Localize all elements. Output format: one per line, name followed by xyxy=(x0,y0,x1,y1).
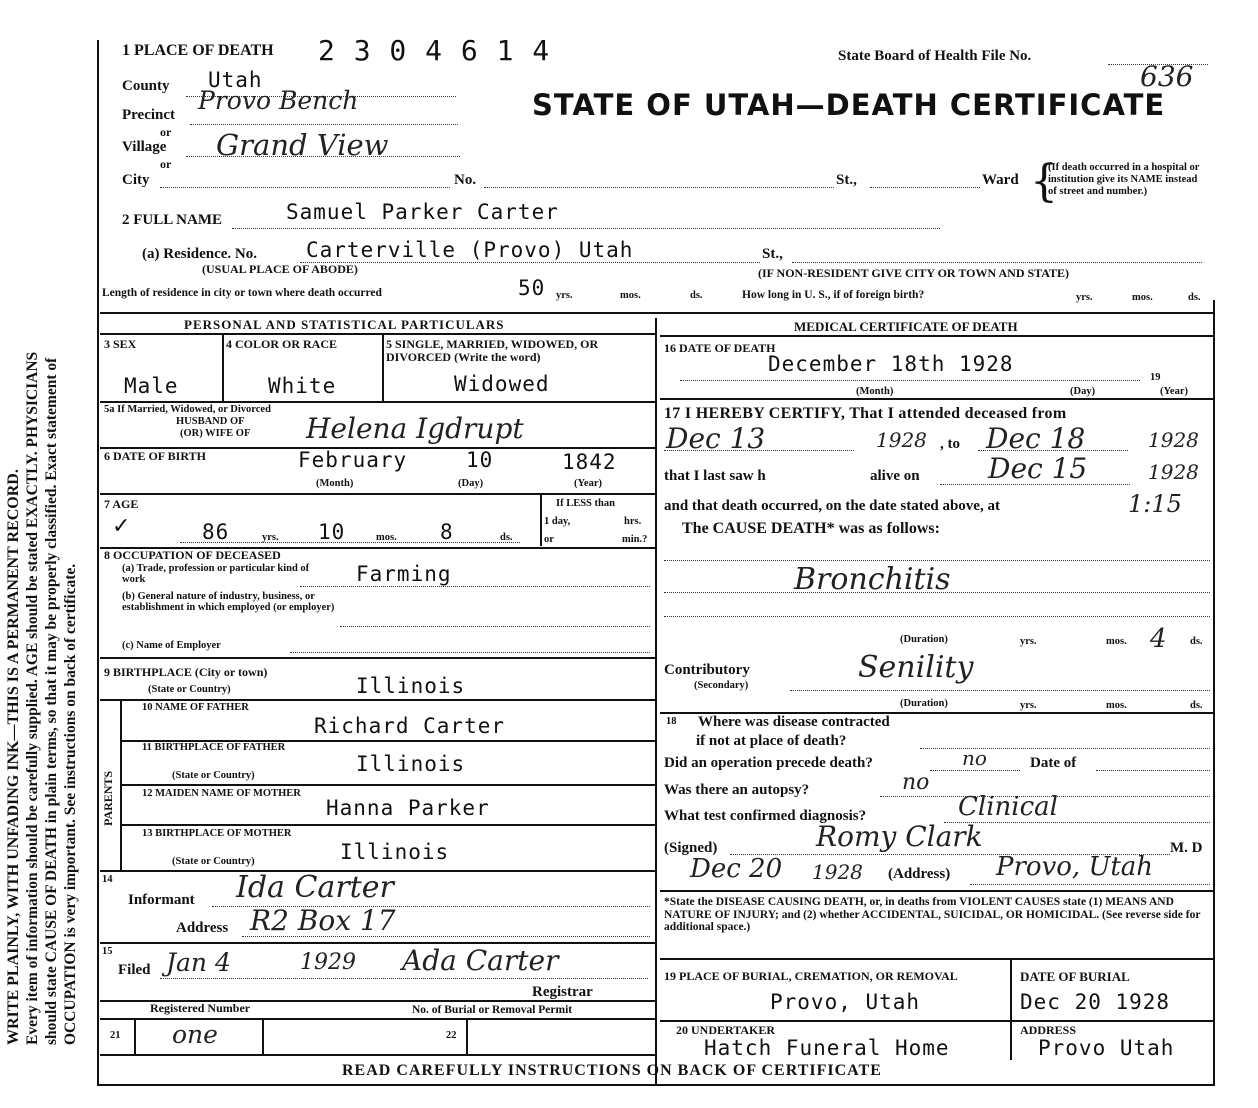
place-of-death-label: 1 PLACE OF DEATH xyxy=(122,42,274,59)
full-name-value: Samuel Parker Carter xyxy=(286,200,559,224)
operation-value: no xyxy=(962,746,987,770)
item-18: 18 xyxy=(666,716,677,727)
date-of-death-value: December 18th 1928 xyxy=(768,352,1014,376)
ward-brace: { xyxy=(1030,156,1058,207)
where-contracted-label-2: if not at place of death? xyxy=(696,733,847,749)
registrar-label: Registrar xyxy=(532,984,593,1000)
frame-left xyxy=(97,40,99,1085)
death-occurred-text: and that death occurred, on the date stated above, at xyxy=(664,498,1000,514)
burial-permit-label: No. of Burial or Removal Permit xyxy=(412,1004,573,1016)
undertaker-label: 20 UNDERTAKER xyxy=(676,1023,776,1037)
duration-2: (Duration) xyxy=(900,698,948,709)
operation-date-label: Date of xyxy=(1030,755,1077,771)
informant-address-value: R2 Box 17 xyxy=(250,904,396,937)
informant-value: Ida Carter xyxy=(236,870,394,905)
dob-label: 6 DATE OF BIRTH xyxy=(104,449,206,463)
death-time: 1:15 xyxy=(1128,490,1182,518)
last-saw-text-2: alive on xyxy=(870,468,920,484)
age-ds-caption: ds. xyxy=(500,532,513,543)
autopsy-value: no xyxy=(902,770,930,795)
marital-value: Widowed xyxy=(454,372,550,396)
sex-label: 3 SEX xyxy=(104,337,137,351)
filed-value: Jan 4 xyxy=(166,948,231,977)
how-long-label: How long in U. S., if of foreign birth? xyxy=(742,289,925,301)
physician-address: Provo, Utah xyxy=(996,852,1154,882)
filed-year: 1929 xyxy=(300,950,356,975)
birthplace-sub: (State or Country) xyxy=(148,684,231,695)
how-long-yrs: yrs. xyxy=(1076,292,1093,303)
attended-from: Dec 13 xyxy=(666,422,766,455)
item-14: 14 xyxy=(102,874,113,885)
city-label: City xyxy=(122,172,150,188)
father-birthplace-sub: (State or Country) xyxy=(172,770,255,781)
less-than-label: If LESS than xyxy=(556,498,615,509)
contributory-value: Senility xyxy=(858,650,974,685)
how-long-ds: ds. xyxy=(1188,292,1201,303)
marital-label: 5 SINGLE, MARRIED, WIDOWED, OR DIVORCED (Write the word) xyxy=(386,337,599,364)
frame-bottom xyxy=(97,1084,1215,1086)
cause-footnote: *State the DISEASE CAUSING DEATH, or, in deaths from VIOLENT CAUSES state (1) MEANS AND NATURE OF INJURY; and (2) whether ACCIDENTAL, SUICIDAL, OR HOMICIDAL. (See reverse side for additional space.) xyxy=(664,896,1201,933)
duration-2-ds: ds. xyxy=(1190,700,1203,711)
mother-birthplace-value: Illinois xyxy=(340,840,450,864)
duration-2-yrs: yrs. xyxy=(1020,700,1037,711)
min-label: min.? xyxy=(622,534,648,545)
item-21: 21 xyxy=(110,1030,121,1041)
age-check: ✓ xyxy=(112,514,131,539)
frame-right xyxy=(1213,300,1215,1085)
duration-1-mos-value: 4 xyxy=(1150,624,1167,654)
full-name-label: 2 FULL NAME xyxy=(122,212,223,228)
birthplace-label: 9 BIRTHPLACE (City or town) xyxy=(104,665,268,679)
county-value: Utah xyxy=(208,68,263,92)
burial-date-value: Dec 20 1928 xyxy=(1020,990,1171,1014)
burial-address-label: ADDRESS xyxy=(1020,1023,1077,1037)
spouse-label-3: (OR) WIFE OF xyxy=(180,428,251,439)
file-no-label: State Board of Health File No. xyxy=(838,48,1032,64)
burial-date-label: DATE OF BURIAL xyxy=(1020,969,1130,984)
dob-month-caption: (Month) xyxy=(316,478,354,489)
side-instructions xyxy=(4,5,80,1045)
precinct-value: Provo Bench xyxy=(198,86,359,115)
md-label: M. D xyxy=(1170,840,1203,856)
age-yrs: 86 xyxy=(202,520,230,544)
last-saw-text: that I last saw h xyxy=(664,468,766,484)
mother-name-value: Hanna Parker xyxy=(326,796,490,820)
filed-label: Filed xyxy=(118,962,151,978)
file-no-value: 636 xyxy=(1140,60,1194,93)
length-mos: mos. xyxy=(620,290,641,301)
age-ds: 8 xyxy=(440,520,454,544)
precinct-label: Precinct xyxy=(122,107,176,123)
occupation-value: Farming xyxy=(356,562,452,586)
village-value: Grand View xyxy=(216,128,389,162)
mother-birthplace-sub: (State or Country) xyxy=(172,856,255,867)
dob-day: 10 xyxy=(466,448,494,472)
duration-1-yrs: yrs. xyxy=(1020,636,1037,647)
occupation-b: (b) General nature of industry, business, or establishment in which employed (or employer) xyxy=(122,591,335,613)
duration-1-mos: mos. xyxy=(1106,636,1127,647)
where-contracted-label: Where was disease contracted xyxy=(698,714,890,730)
informant-address-label: Address xyxy=(176,920,229,936)
spouse-label-1: 5a If Married, Widowed, or Divorced xyxy=(104,404,271,415)
sex-value: Male xyxy=(124,374,179,398)
how-long-mos: mos. xyxy=(1132,292,1153,303)
village-label: Village xyxy=(122,139,167,155)
registrar-signature: Ada Carter xyxy=(402,944,559,977)
side-note-line-3: OCCUPATION is very important. See instructions on back of certificate. xyxy=(62,563,79,1045)
date-of-death-label: 16 DATE OF DEATH xyxy=(664,341,776,355)
length-ds: ds. xyxy=(690,290,703,301)
father-birthplace-label: 11 BIRTHPLACE OF FATHER xyxy=(142,742,286,753)
test-label: What test confirmed diagnosis? xyxy=(664,808,867,824)
test-value: Clinical xyxy=(958,792,1058,822)
attended-to-year: 1928 xyxy=(1148,428,1199,452)
residence-value: Carterville (Provo) Utah xyxy=(306,238,634,262)
side-note-line-2: should state CAUSE OF DEATH in plain terms, so that it may be properly classified. Exact statement of xyxy=(43,357,60,1045)
side-note-line-0: WRITE PLAINLY, WITH UNFADING INK—THIS IS A PERMANENT RECORD. xyxy=(5,469,22,1045)
item-15: 15 xyxy=(102,946,113,957)
county-label: County xyxy=(122,78,170,94)
no-label: No. xyxy=(454,172,477,188)
mother-birthplace-label: 13 BIRTHPLACE OF MOTHER xyxy=(142,828,292,839)
signed-year: 1928 xyxy=(812,860,863,884)
residence-st: St., xyxy=(762,246,783,262)
occupation-c: (c) Name of Employer xyxy=(122,640,221,651)
length-residence-value: 50 xyxy=(518,276,546,300)
cause-label: The CAUSE DEATH* was as follows: xyxy=(682,520,940,537)
ward-label: Ward xyxy=(982,172,1019,188)
certificate-number: 2 3 0 4 6 1 4 xyxy=(318,34,551,67)
duration-1: (Duration) xyxy=(900,634,948,645)
dob-day-caption: (Day) xyxy=(458,478,484,489)
signed-date: Dec 20 xyxy=(690,854,783,884)
length-residence-label: Length of residence in city or town where death occurred xyxy=(102,287,382,299)
father-name-label: 10 NAME OF FATHER xyxy=(142,702,249,713)
burial-place-label: 19 PLACE OF BURIAL, CREMATION, OR REMOVAL xyxy=(664,969,958,983)
medical-section-title: MEDICAL CERTIFICATE OF DEATH xyxy=(794,319,1018,334)
residence-label: (a) Residence. No. xyxy=(142,246,257,262)
item-22: 22 xyxy=(446,1030,457,1041)
father-birthplace-value: Illinois xyxy=(356,752,466,776)
registered-number-value: one xyxy=(172,1020,218,1049)
contributory-label: Contributory xyxy=(664,662,750,678)
physician-signature: Romy Clark xyxy=(816,820,983,853)
duration-2-mos: mos. xyxy=(1106,700,1127,711)
physician-address-label: (Address) xyxy=(888,866,951,882)
personal-section-title: PERSONAL AND STATISTICAL PARTICULARS xyxy=(184,317,505,332)
death-day-caption: (Day) xyxy=(1070,386,1096,397)
age-yrs-caption: yrs. xyxy=(262,532,279,543)
occupation-a: (a) Trade, profession or particular kind of work xyxy=(122,563,310,585)
parents-label: PARENTS xyxy=(101,770,115,826)
length-yrs: yrs. xyxy=(556,290,573,301)
date-nineteen: 19 xyxy=(1150,372,1161,383)
death-year-caption: (Year) xyxy=(1160,386,1188,397)
last-saw-year: 1928 xyxy=(1148,460,1199,484)
attended-to: Dec 18 xyxy=(986,422,1086,455)
to-label: , to xyxy=(940,436,960,452)
mother-name-label: 12 MAIDEN NAME OF MOTHER xyxy=(142,788,301,799)
certificate-title: STATE OF UTAH—DEATH CERTIFICATE xyxy=(532,88,1166,122)
non-resident-note: (IF NON-RESIDENT GIVE CITY OR TOWN AND STATE) xyxy=(758,266,1070,280)
death-month-caption: (Month) xyxy=(856,386,894,397)
attended-from-year: 1928 xyxy=(876,428,927,452)
spouse-value: Helena Igdrupt xyxy=(306,412,524,445)
occupation-label: 8 OCCUPATION OF DECEASED xyxy=(104,548,281,562)
ward-note: (If death occurred in a hospital or institution give its NAME instead of street and number.) xyxy=(1048,162,1200,197)
age-mos: 10 xyxy=(318,520,346,544)
registered-number-label: Registered Number xyxy=(150,1001,251,1015)
cause-value: Bronchitis xyxy=(794,562,951,597)
color-value: White xyxy=(268,374,337,398)
one-day-label: 1 day, xyxy=(544,516,571,527)
or-min-label: or xyxy=(544,534,554,545)
last-saw-value: Dec 15 xyxy=(988,452,1088,485)
dob-year: 1842 xyxy=(562,450,617,474)
burial-place-value: Provo, Utah xyxy=(770,990,921,1014)
signed-label: (Signed) xyxy=(664,840,718,856)
informant-label: Informant xyxy=(128,892,195,908)
contributory-sub: (Secondary) xyxy=(694,680,749,691)
or-1: or xyxy=(160,125,172,139)
duration-1-ds: ds. xyxy=(1190,636,1203,647)
father-name-value: Richard Carter xyxy=(314,714,506,738)
st-label: St., xyxy=(836,172,857,188)
hrs-label: hrs. xyxy=(624,516,642,527)
certify-text: 17 I HEREBY CERTIFY, That I attended deceased from xyxy=(664,405,1067,422)
side-note-line-1: Every item of information should be carefully supplied. AGE should be stated EXACTLY. PHYSICIANS xyxy=(24,351,41,1045)
color-label: 4 COLOR OR RACE xyxy=(226,337,338,351)
dob-year-caption: (Year) xyxy=(574,478,602,489)
undertaker-value: Hatch Funeral Home xyxy=(704,1036,950,1060)
birthplace-value: Illinois xyxy=(356,674,466,698)
age-mos-caption: mos. xyxy=(376,532,397,543)
age-label: 7 AGE xyxy=(104,497,139,511)
spouse-label-2: HUSBAND OF xyxy=(176,416,245,427)
footer-instruction: READ CAREFULLY INSTRUCTIONS ON BACK OF CERTIFICATE xyxy=(342,1062,882,1079)
dob-month: February xyxy=(298,448,408,472)
operation-label: Did an operation precede death? xyxy=(664,755,873,771)
or-2: or xyxy=(160,157,172,171)
burial-address-value: Provo Utah xyxy=(1038,1036,1175,1060)
autopsy-label: Was there an autopsy? xyxy=(664,782,810,798)
usual-abode-note: (USUAL PLACE OF ABODE) xyxy=(202,262,358,276)
